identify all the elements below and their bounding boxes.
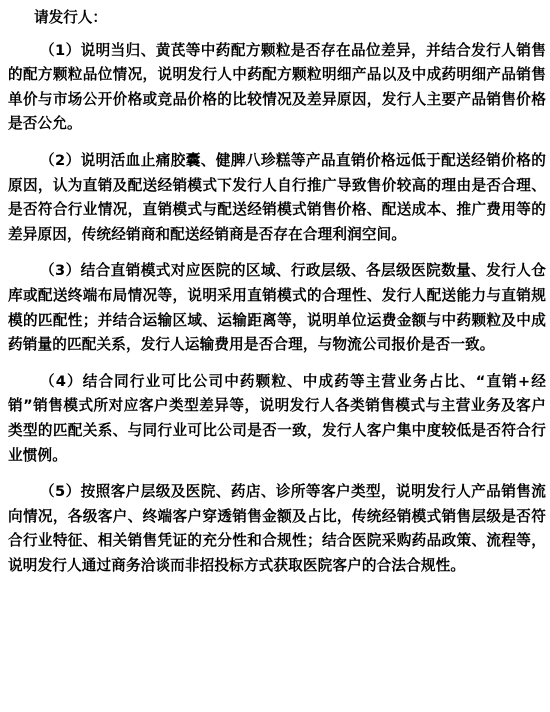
paragraph-3: （3）结合直销模式对应医院的区域、行政层级、各层级医院数量、发行人仓库或配送终端布局情况等，说明采用直销模式的合理性、发行人配送能力与直销规模的匹配性；并结合运输区域、运输距离等，说明单位运费金额与中药颗粒及中成药销量的匹配关系，发行人运输费用是否合理，与物流公司报价是否一致。: [8, 262, 546, 354]
document-heading: 请发行人：: [34, 9, 107, 26]
paragraph-4: （4）结合同行业可比公司中药颗粒、中成药等主营业务占比、“直销+经销”销售模式所对应客户类型差异等，说明发行人各类销售模式与主营业务及客户类型的匹配关系、与同行业可比公司是否一致，发行人客户集中度较低是否符合行业惯例。: [8, 372, 546, 464]
paragraph-1: （1）说明当归、黄芪等中药配方颗粒是否存在品位差异，并结合发行人销售的配方颗粒品位情况，说明发行人中药配方颗粒明细产品以及中成药明细产品销售单价与市场公开价格或竞品价格的比较情况及差异原因，发行人主要产品销售价格是否公允。: [8, 41, 546, 133]
paragraph-2: （2）说明活血止痛胶囊、健脾八珍糕等产品直销价格远低于配送经销价格的原因，认为直销及配送经销模式下发行人自行推广导致售价较高的理由是否合理、是否符合行业情况，直销模式与配送经销模式销售价格、配送成本、推广费用等的差异原因，传统经销商和配送经销商是否存在合理利润空间。: [8, 151, 546, 243]
paragraph-5: （5）按照客户层级及医院、药店、诊所等客户类型，说明发行人产品销售流向情况，各级客户、终端客户穿透销售金额及占比，传统经销模式销售层级是否符合行业特征、相关销售凭证的充分性和合规性；结合医院采购药品政策、流程等，说明发行人通过商务洽谈而非招投标方式获取医院客户的合法合规性。: [8, 483, 546, 574]
